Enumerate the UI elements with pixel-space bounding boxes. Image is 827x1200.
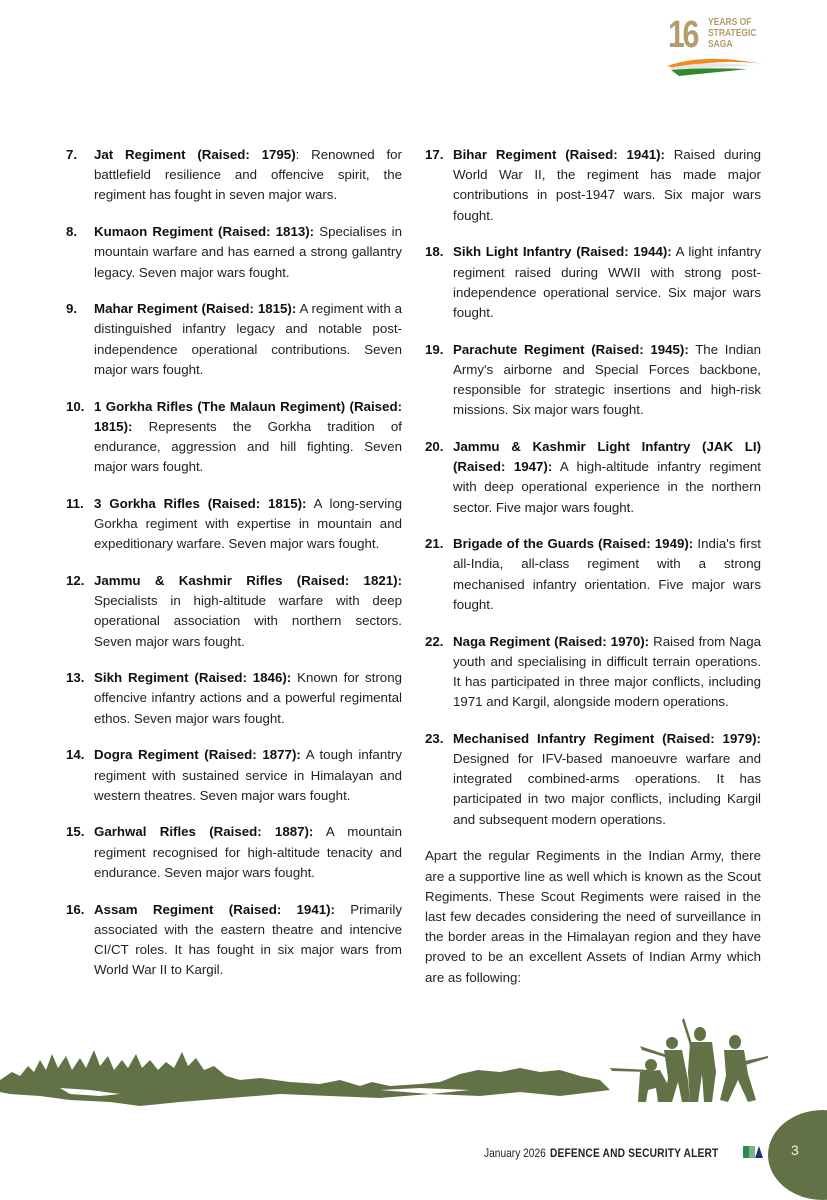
tricolour-swoosh-icon bbox=[665, 54, 765, 78]
scout-regiments-paragraph: Apart the regular Regiments in the Indian Army, there are a supportive line as well which is known as the Scout Regiments. These Scout Regiments were raised in the last few decades considering the need of surveillance in the border areas in the Himalayan region and they have proved to be an excellent Assets of Indian Army which are as following: bbox=[425, 848, 761, 985]
issue-date: January 2026 bbox=[484, 1146, 546, 1160]
list-item: 12. Jammu & Kashmir Rifles (Raised: 1821): Specialists in high-altitude warfare with deep operational association with northern sectors. Seven major wars fought. bbox=[66, 572, 402, 649]
list-item: 21. Brigade of the Guards (Raised: 1949): India's first all-India, all-class regiment with a strong mechanised infantry orientation. Five major wars fought. bbox=[425, 536, 761, 612]
list-item: 18. Sikh Light Infantry (Raised: 1944): A light infantry regiment raised during WWII with strong post-independence operational service. Six major wars fought. bbox=[425, 244, 761, 320]
list-item: 20. Jammu & Kashmir Light Infantry (JAK LI) (Raised: 1947): A high-altitude infantry regiment with deep operational experience in the northern sector. Five major wars fought. bbox=[425, 438, 761, 515]
list-item: 8. Kumaon Regiment (Raised: 1813): Specialises in mountain warfare and has earned a strong gallantry legacy. Seven major wars fought. bbox=[66, 224, 403, 280]
list-item: 10. 1 Gorkha Rifles (The Malaun Regiment) (Raised: 1815): Represents the Gorkha tradition of endurance, aggression and hill fighting. Seven major wars fought. bbox=[66, 398, 402, 475]
dsa-logo-icon bbox=[743, 1145, 763, 1159]
page-number: 3 bbox=[791, 1142, 799, 1158]
list-item: 9. Mahar Regiment (Raised: 1815): A regiment with a distinguished infantry legacy and notable post-independence operational contributions. Seven major wars fought. bbox=[66, 301, 402, 377]
list-item: 22. Naga Regiment (Raised: 1970): Raised from Naga youth and specialising in difficult terrain operations. It has participated in three major conflicts, including 1971 and Kargil, alongside modern operations. bbox=[425, 633, 761, 710]
list-item: 13. Sikh Regiment (Raised: 1846): Known for strong offencive infantry actions and a powerful regimental ethos. Seven major wars fought. bbox=[66, 670, 402, 726]
right-column bbox=[425, 145, 761, 988]
forest-soldiers-silhouette-icon bbox=[0, 1010, 827, 1120]
anniversary-logo bbox=[665, 12, 775, 78]
anniversary-tagline: YEARS OF STRATEGIC SAGA bbox=[708, 17, 757, 50]
list-item: 7. Jat Regiment (Raised: 1795): Renowned for battlefield resilience and offencive spirit, the regiment has fought in seven major wars. bbox=[66, 147, 402, 203]
anniversary-number: 16 bbox=[668, 14, 698, 56]
footer bbox=[484, 1146, 748, 1160]
list-item: 19. Parachute Regiment (Raised: 1945): The Indian Army's airborne and Special Forces backbone, responsible for strategic insertions and high-risk missions. Six major wars fought. bbox=[425, 341, 761, 418]
publication-name: DEFENCE AND SECURITY ALERT bbox=[550, 1146, 719, 1160]
list-item: 15. Garhwal Rifles (Raised: 1887): A mountain regiment recognised for high-altitude tenacity and endurance. Seven major wars fought. bbox=[66, 824, 403, 880]
left-column bbox=[66, 145, 402, 997]
list-item: 14. Dogra Regiment (Raised: 1877): A tough infantry regiment with sustained service in Himalayan and western theatres. Seven major wars fought. bbox=[66, 747, 402, 803]
list-item: 11. 3 Gorkha Rifles (Raised: 1815): A long-serving Gorkha regiment with expertise in mountain and expeditionary warfare. Seven major wars fought. bbox=[66, 495, 402, 552]
list-item: 23. Mechanised Infantry Regiment (Raised: 1979): Designed for IFV-based manoeuvre warfare and integrated combined-arms operations. It has participated in two major conflicts, including Kargil and subsequent modern operations. bbox=[425, 730, 761, 827]
list-item: 17. Bihar Regiment (Raised: 1941): Raised during World War II, the regiment has made major contributions in post-1947 wars. Six major wars fought. bbox=[425, 147, 761, 223]
list-item: 16. Assam Regiment (Raised: 1941): Primarily associated with the eastern theatre and intencive CI/CT roles. It has fought in six major wars from World War II to Kargil. bbox=[66, 901, 402, 978]
